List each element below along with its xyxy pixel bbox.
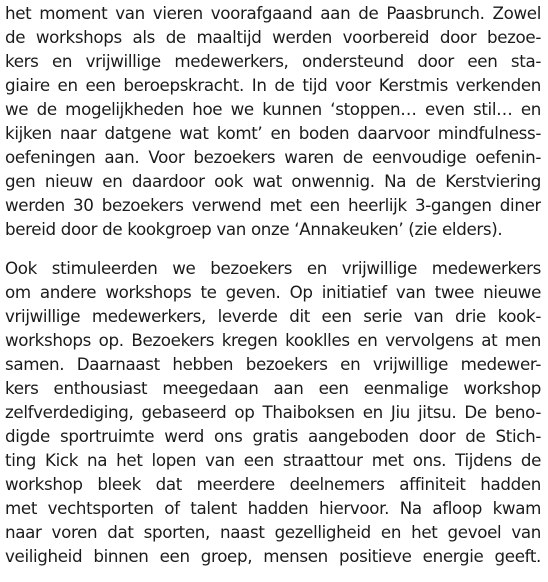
text-line: zelfverdediging, gebaseerd op Thaiboksen en Jiu jitsu. De beno- xyxy=(5,402,541,422)
text-line: workshops op. Bezoekers kregen kooklles en vervolgens at men xyxy=(5,330,541,350)
text-line: met vechtsporten of talent hadden hiervoor. Na afloop kwam xyxy=(5,498,541,518)
paragraph-2 xyxy=(5,256,541,568)
text-line: we de mogelijkheden hoe we kunnen ‘stoppen… even stil… en xyxy=(5,99,541,119)
text-line: werden 30 bezoekers verwend met een heerlijk 3-gangen diner xyxy=(5,195,541,215)
text-line: kers en vrijwillige medewerkers, ondersteund door een sta- xyxy=(5,51,541,71)
text-line: naar voren dat sporten, naast gezelligheid en het gevoel van xyxy=(5,522,541,542)
text-line: samen. Daarnaast hebben bezoekers en vrijwillige medewer- xyxy=(5,354,541,374)
text-line: vrijwillige medewerkers, leverde dit een serie van drie kook- xyxy=(5,306,541,326)
paragraph-spacer xyxy=(5,241,541,256)
text-line: bereid door de kookgroep van onze ‘Annakeuken’ (zie elders). xyxy=(5,219,503,239)
document-page xyxy=(5,0,541,568)
text-line: kijken naar datgene wat komt’ en boden daarvoor mindfulness- xyxy=(5,123,541,143)
text-line: kers enthousiast meegedaan aan een eenmalige workshop xyxy=(5,378,541,398)
text-line: Ook stimuleerden we bezoekers en vrijwillige medewerkers xyxy=(5,258,541,278)
text-line: workshop bleek dat meerdere deelnemers affiniteit hadden xyxy=(5,474,541,494)
text-line: om andere workshops te geven. Op initiatief van twee nieuwe xyxy=(5,282,541,302)
paragraph-1 xyxy=(5,0,541,241)
text-line: ting Kick na het lopen van een straattour met ons. Tijdens de xyxy=(5,450,541,470)
text-line: de workshops als de maaltijd werden voorbereid door bezoe- xyxy=(5,27,541,47)
text-line: giaire en een beroepskracht. In de tijd voor Kerstmis verkenden xyxy=(5,75,541,95)
text-line: veiligheid binnen een groep, mensen positieve energie geeft. xyxy=(5,546,541,566)
text-line: gen nieuw en daardoor ook wat onwennig. Na de Kerstviering xyxy=(5,171,541,191)
text-line: oefeningen aan. Voor bezoekers waren de eenvoudige oefenin- xyxy=(5,147,541,167)
text-line: het moment van vieren voorafgaand aan de Paasbrunch. Zowel xyxy=(5,3,541,23)
text-line: digde sportruimte werd ons gratis aangeboden door de Stich- xyxy=(5,426,541,446)
